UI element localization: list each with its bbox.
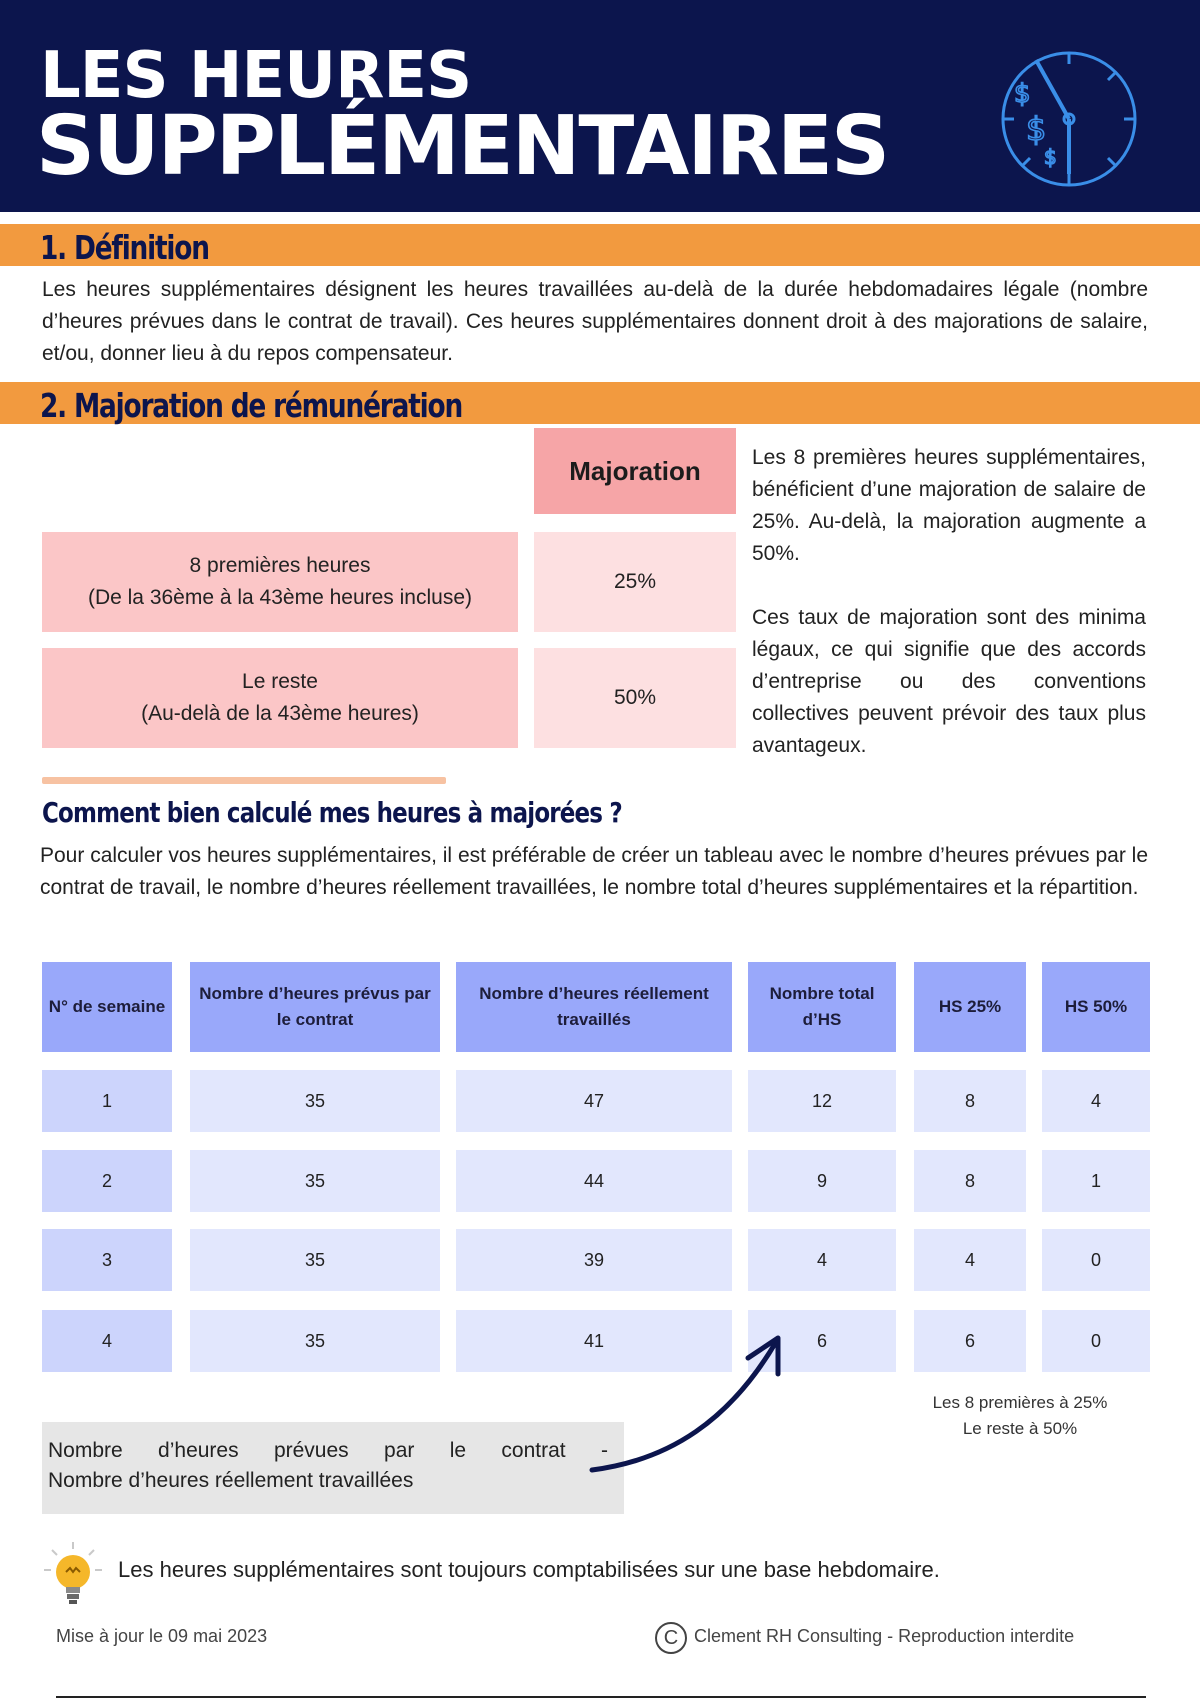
title-line-1: LES HEURES (40, 39, 472, 113)
majoration-row-value: 50% (534, 648, 736, 748)
copyright-icon: C (655, 1622, 687, 1654)
formula-word: contrat (501, 1439, 566, 1462)
title-line-2: SUPPLÉMENTAIRES (36, 99, 889, 194)
section-majoration-heading: 2. Majoration de rémunération (40, 386, 463, 425)
table-cell: 35 (190, 1070, 440, 1132)
majoration-row-label-line2: (De la 36ème à la 43ème heures incluse) (87, 586, 473, 609)
formula-word: le (449, 1439, 467, 1462)
table-header-planned: Nombre d’heures prévus par le contrat (190, 962, 440, 1052)
curved-arrow-icon (580, 1330, 800, 1480)
table-cell: 9 (748, 1150, 896, 1212)
table-cell: 4 (914, 1229, 1026, 1291)
formula-word: par (384, 1439, 415, 1462)
majoration-row-label (42, 532, 518, 632)
table-cell: 44 (456, 1150, 732, 1212)
tip-text: Les heures supplémentaires sont toujours comptabilisées sur une base hebdomaire. (118, 1557, 940, 1582)
formula-word: prévues (273, 1439, 349, 1462)
lightbulb-icon (42, 1540, 104, 1608)
copyright-text: Clement RH Consulting - Reproduction interdite (694, 1626, 1075, 1646)
table-cell: 47 (456, 1070, 732, 1132)
table-cell: 12 (748, 1070, 896, 1132)
section-majoration-bar (0, 382, 1200, 424)
table-cell: 1 (42, 1070, 172, 1132)
majoration-table-header: Majoration (534, 428, 736, 514)
formula-word: d’heures (158, 1439, 239, 1462)
calc-intro-text: Pour calculer vos heures supplémentaires, il est préférable de créer un tableau avec le nombre d’heures prévues par le contrat de travail, le nombre d’heures réellement travaillées, le nombre total d’heures supplémentaires et la répartition. (40, 844, 1148, 899)
majoration-row-label-line2: (Au-delà de la 43ème heures) (141, 702, 419, 725)
majoration-explanation-1: Les 8 premières heures supplémentaires, bénéficient d’une majoration de salaire de 25%. Au-delà, la majoration augmente a 50%. (752, 446, 1146, 565)
table-cell: 8 (914, 1150, 1026, 1212)
formula-line-1 (48, 1436, 608, 1466)
majoration-row-label-line1: Le reste (242, 670, 318, 693)
majoration-explanation-2: Ces taux de majoration sont des minima légaux, ce qui signifie que des accords d’entreprise ou des conventions collectives peuvent prévoir des taux plus avantageux. (752, 606, 1146, 757)
distribution-note (910, 1390, 1130, 1442)
formula-word: Nombre (48, 1439, 123, 1462)
table-cell: 3 (42, 1229, 172, 1291)
divider (42, 777, 446, 784)
table-cell: 0 (1042, 1229, 1150, 1291)
table-cell: 8 (914, 1070, 1026, 1132)
calc-heading: Comment bien calculé mes heures à majorées ? (42, 796, 622, 829)
table-cell: 39 (456, 1229, 732, 1291)
distribution-note-line1: Les 8 premières à 25% (932, 1393, 1108, 1412)
table-cell: 35 (190, 1229, 440, 1291)
table-cell: 6 (914, 1310, 1026, 1372)
section-definition-heading: 1. Définition (40, 228, 209, 267)
table-cell: 4 (748, 1229, 896, 1291)
table-cell: 0 (1042, 1310, 1150, 1372)
table-cell: 6 (748, 1310, 896, 1372)
majoration-row-label (42, 648, 518, 748)
table-header-hs25: HS 25% (914, 962, 1026, 1052)
svg-text:$: $ (1044, 145, 1057, 169)
formula-word: - (600, 1439, 608, 1462)
distribution-note-line2: Le reste à 50% (962, 1419, 1078, 1438)
majoration-row-value: 25% (534, 532, 736, 632)
definition-text: Les heures supplémentaires désignent les heures travaillées au-delà de la durée hebdomadaires légale (nombre d’heures prévues dans le contrat de travail). Ces heures supplémentaires donnent droit à des majorations de salaire, et/ou, donner lieu à du repos compensateur. (42, 278, 1148, 365)
table-cell: 4 (42, 1310, 172, 1372)
header-banner (0, 0, 1200, 212)
update-date: Mise à jour le 09 mai 2023 (56, 1626, 268, 1646)
majoration-row-label-line1: 8 premières heures (189, 554, 371, 577)
clock-dollar-icon (996, 46, 1142, 192)
table-cell: 35 (190, 1310, 440, 1372)
svg-text:$: $ (1026, 110, 1047, 148)
formula-line-2: Nombre d’heures réellement travaillées (48, 1469, 414, 1492)
table-header-worked: Nombre d’heures réellement travaillés (456, 962, 732, 1052)
formula-box (42, 1422, 624, 1514)
section-definition-bar (0, 224, 1200, 266)
table-header-hs50: HS 50% (1042, 962, 1150, 1052)
table-header-week: N° de semaine (42, 962, 172, 1052)
table-cell: 4 (1042, 1070, 1150, 1132)
bottom-rule (56, 1696, 1146, 1698)
table-cell: 2 (42, 1150, 172, 1212)
table-cell: 1 (1042, 1150, 1150, 1212)
table-header-total: Nombre total d’HS (748, 962, 896, 1052)
table-cell: 35 (190, 1150, 440, 1212)
svg-text:$: $ (1014, 79, 1031, 109)
table-cell: 41 (456, 1310, 732, 1372)
